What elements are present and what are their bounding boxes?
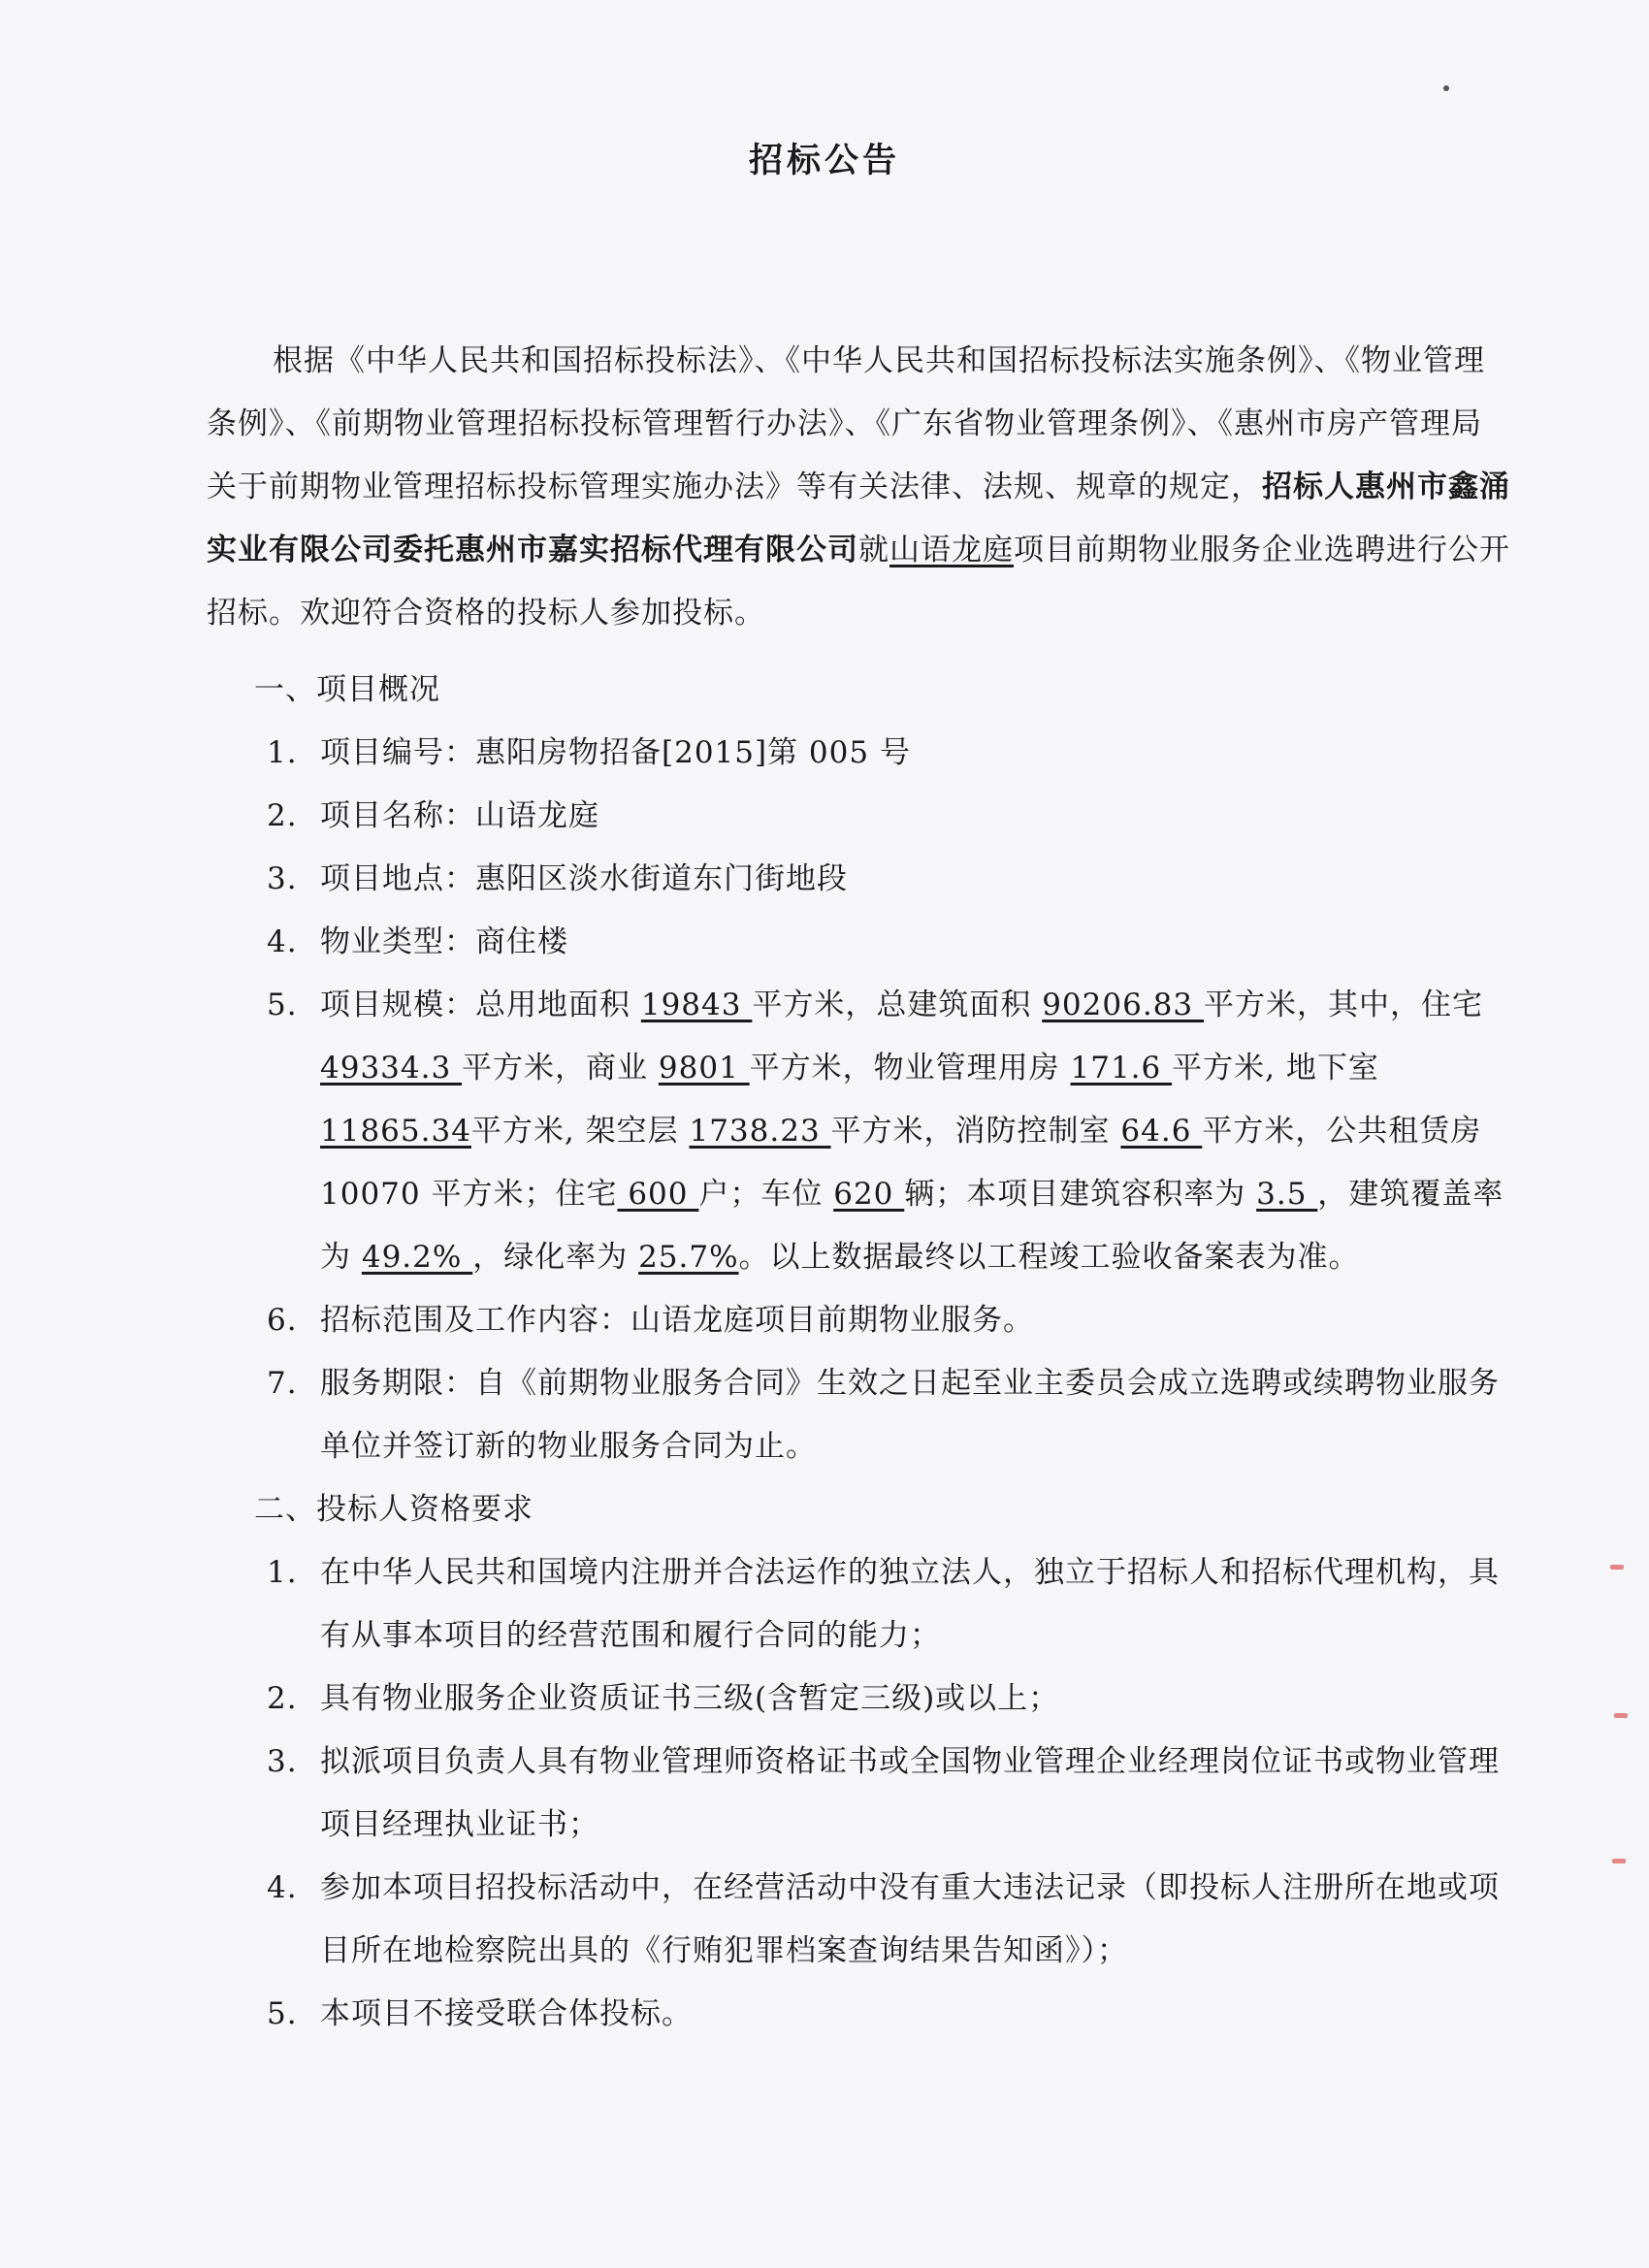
intro-text: 根据《中华人民共和国招标投标法》、《中华人民共和国招标投标法实施条例》、《物业管理条例》、《前期物业管理招标投标管理暂行办法》、《广东省物业管理条例》、《惠州市房产管理局关于前期物业管理招标投标管理实施办法》等有关法律、法规、规章的规定， <box>207 343 1485 504</box>
list-item <box>267 1857 1513 1983</box>
item-text: 本项目不接受联合体投标。 <box>320 1996 693 2031</box>
list-item <box>267 1352 1513 1478</box>
list-item-project-scale <box>267 974 1513 1289</box>
item-number: 4. <box>267 1870 298 1905</box>
item-number: 5. <box>267 1996 298 2031</box>
scan-speck <box>1443 85 1449 91</box>
item-number: 3. <box>267 861 298 896</box>
project-name: 山语龙庭 <box>889 533 1014 567</box>
item-number: 6. <box>267 1303 298 1338</box>
item-number: 5. <box>267 988 298 1022</box>
mgmt-area-value: 171.6 <box>1070 1051 1173 1085</box>
list-item <box>267 1983 1513 2046</box>
item-number: 1. <box>267 1555 298 1590</box>
parking-value: 620 <box>833 1177 905 1212</box>
list-item <box>267 1289 1513 1352</box>
section-heading: 二、投标人资格要求 <box>254 1492 534 1527</box>
item-text: 物业类型：商住楼 <box>320 924 568 959</box>
item-number: 1. <box>267 735 298 770</box>
item-text: 项目规模：总用地面积 19843 平方米，总建筑面积 90206.83 平方米，其中，住宅49334.3 平方米，商业 9801 平方米，物业管理用房 171.6 平方米, 地下室 11865.34平方米, 架空层 1738.23 平方米，消防控制室 64.6 平方米，公共租赁房 10070 平方米；住宅 600 户；车位 620 辆；本项目建筑容积率为 3.5 ，建筑覆盖率为 49.2% ，绿化率为 25.7%。以上数据最终以工程竣工验收备案表为准。 <box>320 988 1504 1275</box>
households-value: 600 <box>617 1177 699 1212</box>
item-text: 参加本项目招投标活动中，在经营活动中没有重大违法记录（即投标人注册所在地或项目所在地检察院出具的《行贿犯罪档案查询结果告知函》）； <box>320 1870 1500 1968</box>
plot-ratio-value: 3.5 <box>1256 1177 1318 1212</box>
item-number: 2. <box>267 798 298 833</box>
page-title: 招标公告 <box>748 142 900 180</box>
coverage-value: 49.2% <box>361 1240 473 1275</box>
item-text: 项目地点：惠阳区淡水街道东门街地段 <box>320 861 848 896</box>
land-area-value: 19843 <box>640 988 753 1022</box>
list-item <box>267 1668 1513 1731</box>
item-text: 服务期限：自《前期物业服务合同》生效之日起至业主委员会成立选聘或续聘物业服务单位并签订新的物业服务合同为止。 <box>320 1366 1500 1464</box>
item-text: 具有物业服务企业资质证书三级(含暂定三级)或以上； <box>320 1681 1060 1716</box>
list-item <box>267 911 1513 974</box>
item-number: 7. <box>267 1366 298 1401</box>
intro-text: 就 <box>858 533 889 567</box>
basement-area-value: 11865.34 <box>320 1114 471 1149</box>
item-text: 招标范围及工作内容：山语龙庭项目前期物业服务。 <box>320 1303 1034 1338</box>
list-item <box>267 785 1513 848</box>
scan-mark <box>1610 1565 1624 1570</box>
tenderer-agent: 招标人惠州市鑫涌实业有限公司委托惠州市嘉实招标代理有限公司 <box>207 470 1510 567</box>
intro-paragraph <box>207 330 1512 645</box>
scan-mark <box>1612 1859 1626 1863</box>
residential-area-value: 49334.3 <box>320 1051 463 1085</box>
fire-room-area-value: 64.6 <box>1120 1114 1203 1149</box>
list-item <box>267 722 1513 785</box>
item-text: 项目名称：山语龙庭 <box>320 798 599 833</box>
green-rate-value: 25.7% <box>638 1240 739 1275</box>
list-item <box>267 1541 1513 1668</box>
commercial-area-value: 9801 <box>658 1051 750 1085</box>
list-item <box>267 848 1513 911</box>
list-item <box>267 1731 1513 1857</box>
item-number: 4. <box>267 924 298 959</box>
intro-text: 项目前期物业服务企业选聘进行公开招标。欢迎符合资格的投标人参加投标。 <box>207 533 1510 631</box>
building-area-value: 90206.83 <box>1042 988 1204 1022</box>
stilt-area-value: 1738.23 <box>689 1114 831 1149</box>
item-text: 在中华人民共和国境内注册并合法运作的独立法人，独立于招标人和招标代理机构，具有从事本项目的经营范围和履行合同的能力； <box>320 1555 1500 1653</box>
item-number: 2. <box>267 1681 298 1716</box>
item-text: 项目编号：惠阳房物招备[2015]第 005 号 <box>320 735 911 770</box>
section-heading: 一、项目概况 <box>254 672 440 707</box>
scan-mark <box>1614 1713 1628 1718</box>
item-text: 拟派项目负责人具有物业管理师资格证书或全国物业管理企业经理岗位证书或物业管理项目经理执业证书； <box>320 1744 1500 1842</box>
item-number: 3. <box>267 1744 298 1779</box>
